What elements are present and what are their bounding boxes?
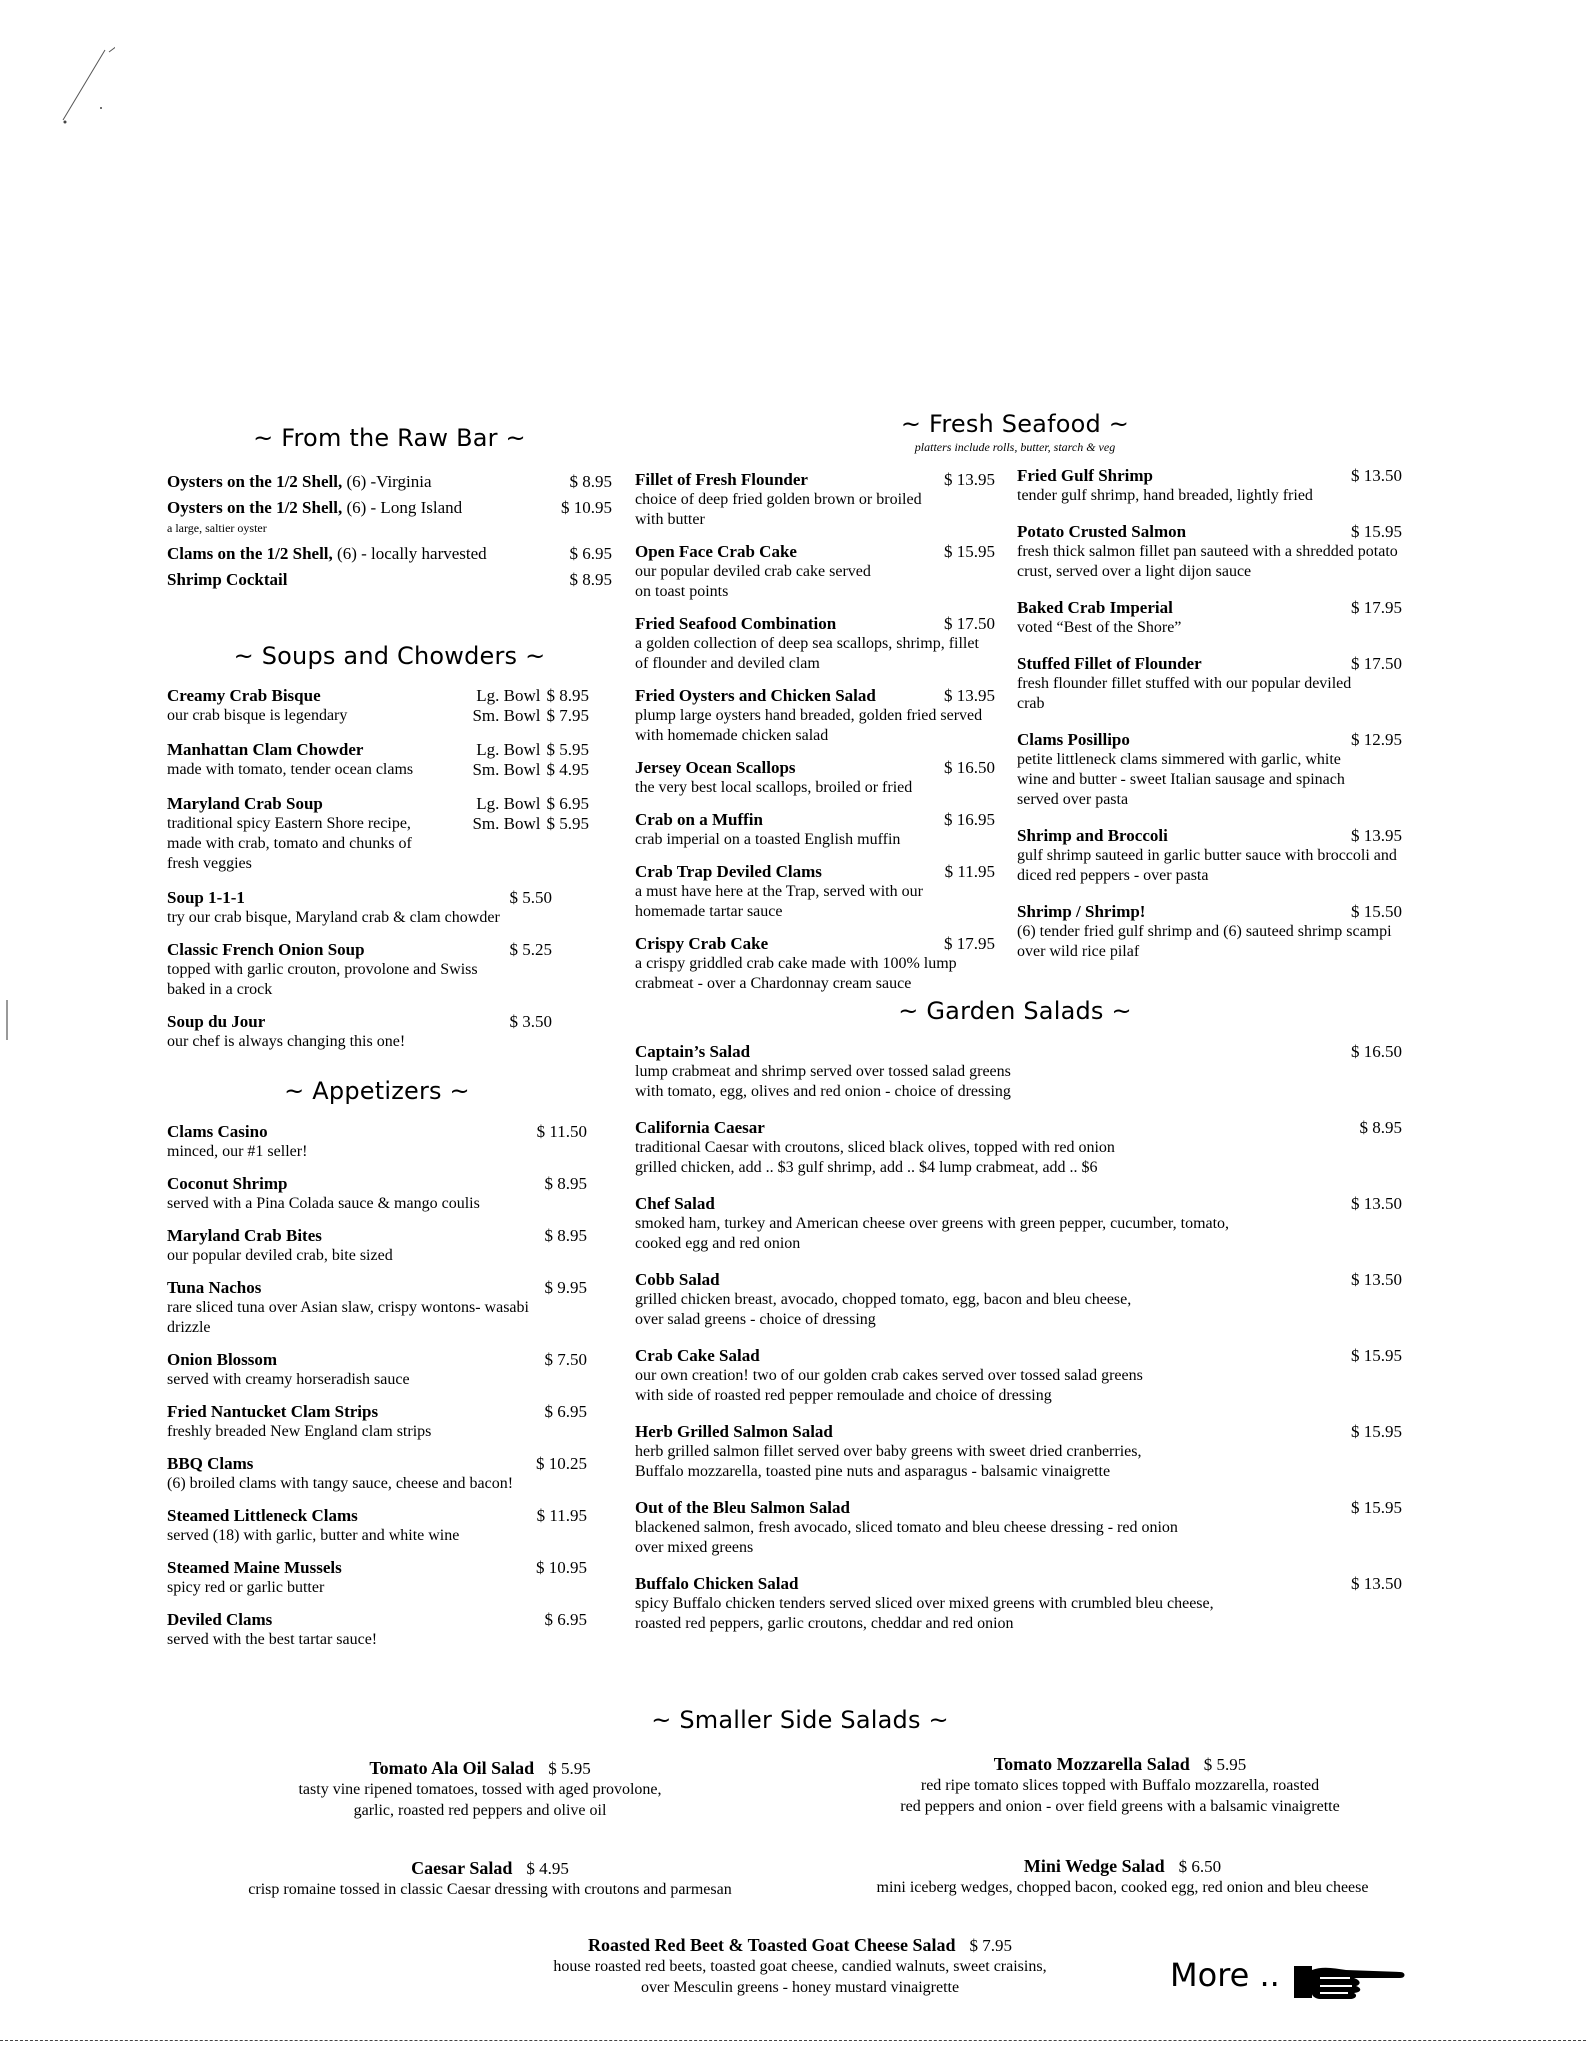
item-name: California Caesar	[635, 1118, 765, 1137]
item-name: Soup 1-1-1	[167, 888, 245, 907]
item-name: Manhattan Clam Chowder	[167, 740, 364, 759]
size-label: Lg. Bowl	[476, 686, 541, 705]
menu-item	[167, 1350, 587, 1390]
menu-item	[167, 940, 587, 1000]
item-price: $ 15.95	[1351, 1346, 1402, 1365]
item-price: $ 13.95	[1351, 826, 1402, 845]
menu-item	[635, 1498, 1402, 1558]
pen-scratch-mark	[55, 40, 115, 130]
raw-bar-section	[167, 472, 612, 602]
item-description: choice of deep fried golden brown or broiled with butter	[635, 491, 922, 528]
item-name: Buffalo Chicken Salad	[635, 1574, 799, 1593]
item-price: $ 11.50	[536, 1122, 587, 1141]
item-description: a large, saltier oyster	[167, 521, 267, 535]
menu-item	[635, 1118, 1402, 1178]
seafood-note: platters include rolls, butter, starch & veg	[914, 440, 1116, 454]
menu-item	[635, 1194, 1402, 1254]
menu-item	[1017, 826, 1402, 886]
item-price: $ 8.95	[569, 472, 612, 491]
item-name: Roasted Red Beet & Toasted Goat Cheese Salad	[588, 1935, 956, 1955]
item-description: fresh thick salmon fillet pan sauteed with a shredded potato crust, served over a light dijon sauce	[1017, 543, 1398, 580]
seafood-heading: ~ Fresh Seafood ~	[900, 410, 1130, 438]
side-salad-item	[220, 1758, 740, 1821]
menu-item	[1017, 654, 1402, 714]
item-name: Clams on the 1/2 Shell,	[167, 544, 333, 563]
item-detail: (6) -Virginia	[342, 472, 432, 491]
item-name: Clams Casino	[167, 1122, 268, 1141]
item-description: crab imperial on a toasted English muffin	[635, 831, 901, 848]
item-description: crisp romaine tossed in classic Caesar dressing with croutons and parmesan	[248, 1881, 732, 1898]
item-description: traditional Caesar with croutons, sliced black olives, topped with red onion grilled chicken, add .. $3 gulf shrimp, add .. $4 lump crabmeat, add .. $6	[635, 1139, 1115, 1176]
item-description: our own creation! two of our golden crab cakes served over tossed salad greens with side of roasted red pepper remoulade and choice of dressing	[635, 1367, 1143, 1404]
item-name: Open Face Crab Cake	[635, 542, 797, 561]
menu-item	[167, 1278, 587, 1338]
item-name: Herb Grilled Salmon Salad	[635, 1422, 833, 1441]
page-bottom-border	[0, 2040, 1586, 2041]
item-price: $ 13.50	[1351, 1574, 1402, 1593]
item-price: $ 15.95	[1351, 522, 1402, 541]
item-price: $ 17.50	[944, 614, 995, 633]
item-price: $ 13.50	[1351, 1270, 1402, 1289]
garden-salads-section	[635, 1042, 1402, 1646]
item-description: a crispy griddled crab cake made with 100% lump crabmeat - over a Chardonnay cream sauce	[635, 955, 957, 992]
item-description: served with creamy horseradish sauce	[167, 1371, 410, 1388]
item-description: blackened salmon, fresh avocado, sliced tomato and bleu cheese dressing - red onion over mixed greens	[635, 1519, 1178, 1556]
item-name: Oysters on the 1/2 Shell,	[167, 472, 343, 491]
item-description: smoked ham, turkey and American cheese over greens with green pepper, cucumber, tomato, cooked egg and red onion	[635, 1215, 1230, 1252]
side-salad-item	[490, 1935, 1110, 1998]
item-price: $ 15.95	[1351, 1422, 1402, 1441]
item-name: Maryland Crab Soup	[167, 794, 323, 813]
item-price: $ 13.95	[944, 686, 995, 705]
menu-item	[1017, 902, 1402, 962]
item-price: $ 5.25	[509, 940, 552, 959]
item-name: Potato Crusted Salmon	[1017, 522, 1187, 541]
more-link[interactable]: More ..	[1170, 1956, 1280, 1994]
menu-item	[635, 862, 995, 922]
item-name: Steamed Littleneck Clams	[167, 1506, 358, 1525]
menu-item	[635, 1574, 1402, 1634]
menu-item	[167, 1402, 587, 1442]
item-price: $ 16.95	[944, 810, 995, 829]
side-salad-item	[860, 1754, 1380, 1817]
item-price: $ 17.50	[1351, 654, 1402, 673]
item-price: $ 13.95	[944, 470, 995, 489]
item-name: Fried Gulf Shrimp	[1017, 466, 1154, 485]
item-description: house roasted red beets, toasted goat cheese, candied walnuts, sweet craisins, over Mesculin greens - honey mustard vinaigrette	[553, 1958, 1047, 1996]
item-name: Out of the Bleu Salmon Salad	[635, 1498, 850, 1517]
side-salads-heading: ~ Smaller Side Salads ~	[651, 1706, 949, 1734]
item-name: Crab Trap Deviled Clams	[635, 862, 822, 881]
item-description: (6) tender fried gulf shrimp and (6) sauteed shrimp scampi over wild rice pilaf	[1017, 923, 1392, 960]
item-price: $ 9.95	[544, 1278, 587, 1297]
item-name: Steamed Maine Mussels	[167, 1558, 342, 1577]
item-name: Deviled Clams	[167, 1610, 273, 1629]
item-name: Oysters on the 1/2 Shell,	[167, 498, 343, 517]
item-price: $ 8.95	[546, 686, 589, 705]
item-name: Creamy Crab Bisque	[167, 686, 321, 705]
seafood-left-column	[635, 470, 995, 1006]
item-price: $ 3.50	[509, 1012, 552, 1031]
item-price: $ 17.95	[1351, 598, 1402, 617]
item-price: $ 6.95	[546, 794, 589, 813]
item-name: Maryland Crab Bites	[167, 1226, 322, 1245]
menu-item	[635, 542, 995, 602]
garden-salads-heading: ~ Garden Salads ~	[898, 997, 1132, 1025]
item-description: our popular deviled crab, bite sized	[167, 1247, 393, 1264]
item-name: Fried Seafood Combination	[635, 614, 837, 633]
item-price: $ 12.95	[1351, 730, 1402, 749]
item-name: Mini Wedge Salad	[1023, 1856, 1165, 1876]
item-name: Tomato Mozzarella Salad	[993, 1754, 1190, 1774]
menu-item	[167, 1610, 587, 1650]
item-price: $ 7.95	[969, 1936, 1012, 1955]
item-price: $ 7.50	[544, 1350, 587, 1369]
item-price: $ 16.50	[1351, 1042, 1402, 1061]
item-name: Baked Crab Imperial	[1017, 598, 1173, 617]
item-price: $ 5.95	[1203, 1755, 1247, 1774]
item-price: $ 15.95	[944, 542, 995, 561]
item-price: $ 8.95	[569, 570, 612, 589]
item-price: $ 5.95	[548, 1759, 591, 1778]
menu-item	[635, 810, 995, 850]
item-price: $ 5.95	[546, 740, 589, 759]
item-name: Crab on a Muffin	[635, 810, 763, 829]
item-description: our popular deviled crab cake served on toast points	[635, 563, 871, 600]
item-name: Clams Posillipo	[1017, 730, 1130, 749]
item-description: herb grilled salmon fillet served over baby greens with sweet dried cranberries, Buffalo mozzarella, toasted pine nuts and asparagus - balsamic vinaigrette	[635, 1443, 1142, 1480]
menu-item	[167, 740, 589, 780]
appetizers-section	[167, 1122, 587, 1662]
item-name: Fillet of Fresh Flounder	[635, 470, 808, 489]
item-name: Caesar Salad	[411, 1858, 513, 1878]
item-price: $ 10.95	[561, 498, 612, 517]
soups-section	[167, 686, 589, 1064]
menu-item	[167, 888, 587, 928]
item-name: Tuna Nachos	[167, 1278, 262, 1297]
item-detail: (6) - Long Island	[342, 498, 463, 517]
menu-item	[1017, 522, 1402, 582]
menu-item	[167, 570, 612, 590]
menu-item	[635, 758, 995, 798]
raw-bar-heading: ~ From the Raw Bar ~	[253, 424, 526, 452]
item-description: topped with garlic crouton, provolone and Swiss baked in a crock	[167, 961, 478, 998]
item-description: our chef is always changing this one!	[167, 1033, 406, 1050]
item-price: $ 15.95	[1351, 1498, 1402, 1517]
item-description: spicy red or garlic butter	[167, 1579, 325, 1596]
item-name: Coconut Shrimp	[167, 1174, 288, 1193]
item-name: Onion Blossom	[167, 1350, 278, 1369]
item-description: tasty vine ripened tomatoes, tossed with aged provolone, garlic, roasted red peppers and olive oil	[298, 1781, 662, 1819]
item-description: rare sliced tuna over Asian slaw, crispy wontons- wasabi drizzle	[167, 1299, 529, 1336]
item-price: $ 6.50	[1178, 1857, 1222, 1876]
side-salad-item	[835, 1856, 1410, 1898]
item-price: $ 16.50	[944, 758, 995, 777]
size-label: Lg. Bowl	[476, 740, 541, 759]
menu-item	[167, 1122, 587, 1162]
menu-item	[635, 1422, 1402, 1482]
menu-item	[167, 472, 612, 492]
menu-item	[167, 1174, 587, 1214]
item-price: $ 5.95	[546, 814, 589, 833]
pointing-hand-icon[interactable]	[1290, 1958, 1410, 2004]
item-description: the very best local scallops, broiled or fried	[635, 779, 913, 796]
item-name: Shrimp and Broccoli	[1017, 826, 1168, 845]
scan-edge-mark	[6, 1000, 8, 1040]
item-description: lump crabmeat and shrimp served over tossed salad greens with tomato, egg, olives and red onion - choice of dressing	[635, 1063, 1011, 1100]
item-price: $ 10.25	[536, 1454, 587, 1473]
item-name: Cobb Salad	[635, 1270, 720, 1289]
menu-item	[167, 794, 589, 874]
item-name: Fried Oysters and Chicken Salad	[635, 686, 876, 705]
menu-item	[167, 1012, 587, 1052]
item-price: $ 8.95	[544, 1174, 587, 1193]
item-price: $ 17.95	[944, 934, 995, 953]
menu-item	[167, 544, 612, 564]
menu-item	[167, 1506, 587, 1546]
item-description: made with tomato, tender ocean clams	[167, 761, 414, 778]
item-description: a golden collection of deep sea scallops, shrimp, fillet of flounder and deviled clam	[635, 635, 979, 672]
item-description: our crab bisque is legendary	[167, 707, 348, 724]
item-price: $ 5.50	[509, 888, 552, 907]
item-name: Crab Cake Salad	[635, 1346, 760, 1365]
item-name: Soup du Jour	[167, 1012, 266, 1031]
item-description: voted “Best of the Shore”	[1017, 619, 1182, 636]
item-description: red ripe tomato slices topped with Buffalo mozzarella, roasted red peppers and onion - over field greens with a balsamic vinaigrette	[900, 1777, 1340, 1815]
menu-item	[167, 498, 612, 538]
item-price: $ 15.50	[1351, 902, 1402, 921]
item-description: served with the best tartar sauce!	[167, 1631, 378, 1648]
item-description: minced, our #1 seller!	[167, 1143, 308, 1160]
item-price: $ 6.95	[544, 1402, 587, 1421]
seafood-right-column	[1017, 466, 1402, 974]
menu-item	[635, 470, 995, 530]
item-description: petite littleneck clams simmered with garlic, white wine and butter - sweet Italian sausage and spinach served over pasta	[1017, 751, 1345, 808]
size-label: Lg. Bowl	[476, 794, 541, 813]
menu-item	[1017, 598, 1402, 638]
item-name: Stuffed Fillet of Flounder	[1017, 654, 1202, 673]
item-description: mini iceberg wedges, chopped bacon, cooked egg, red onion and bleu cheese	[876, 1879, 1369, 1896]
item-description: fresh flounder fillet stuffed with our popular deviled crab	[1017, 675, 1352, 712]
size-label: Sm. Bowl	[472, 706, 541, 725]
item-detail: (6) - locally harvested	[332, 544, 487, 563]
item-price: $ 10.95	[536, 1558, 587, 1577]
item-description: try our crab bisque, Maryland crab & clam chowder	[167, 909, 500, 926]
item-description: served (18) with garlic, butter and white wine	[167, 1527, 460, 1544]
item-name: Crispy Crab Cake	[635, 934, 769, 953]
item-price: $ 6.95	[544, 1610, 587, 1629]
item-price: $ 11.95	[944, 862, 995, 881]
item-name: Shrimp / Shrimp!	[1017, 902, 1146, 921]
item-name: Tomato Ala Oil Salad	[369, 1758, 535, 1778]
menu-item	[167, 1454, 587, 1494]
menu-item	[635, 1270, 1402, 1330]
item-name: BBQ Clams	[167, 1454, 254, 1473]
soups-heading: ~ Soups and Chowders ~	[233, 642, 546, 670]
item-price: $ 8.95	[1359, 1118, 1402, 1137]
item-name: Jersey Ocean Scallops	[635, 758, 796, 777]
item-description: tender gulf shrimp, hand breaded, lightly fried	[1017, 487, 1313, 504]
side-salad-item	[200, 1858, 780, 1900]
item-name: Fried Nantucket Clam Strips	[167, 1402, 379, 1421]
size-label: Sm. Bowl	[472, 760, 541, 779]
item-price: $ 4.95	[546, 760, 589, 779]
size-label: Sm. Bowl	[472, 814, 541, 833]
menu-item	[635, 1042, 1402, 1102]
item-description: gulf shrimp sauteed in garlic butter sauce with broccoli and diced red peppers - over pasta	[1017, 847, 1397, 884]
item-name: Captain’s Salad	[635, 1042, 751, 1061]
item-description: plump large oysters hand breaded, golden fried served with homemade chicken salad	[635, 707, 983, 744]
item-name: Shrimp Cocktail	[167, 570, 288, 589]
item-description: freshly breaded New England clam strips	[167, 1423, 432, 1440]
menu-item	[635, 1346, 1402, 1406]
item-price: $ 4.95	[526, 1859, 569, 1878]
item-description: grilled chicken breast, avocado, chopped tomato, egg, bacon and bleu cheese, over salad greens - choice of dressing	[635, 1291, 1132, 1328]
menu-item	[635, 934, 995, 994]
menu-item	[635, 614, 995, 674]
item-price: $ 11.95	[536, 1506, 587, 1525]
item-price: $ 13.50	[1351, 1194, 1402, 1213]
item-price: $ 6.95	[569, 544, 612, 563]
menu-item	[635, 686, 995, 746]
item-price: $ 7.95	[546, 706, 589, 725]
item-name: Classic French Onion Soup	[167, 940, 365, 959]
item-name: Chef Salad	[635, 1194, 715, 1213]
item-price: $ 8.95	[544, 1226, 587, 1245]
item-description: a must have here at the Trap, served with our homemade tartar sauce	[635, 883, 923, 920]
menu-item	[1017, 466, 1402, 506]
appetizers-heading: ~ Appetizers ~	[284, 1077, 470, 1105]
item-description: (6) broiled clams with tangy sauce, cheese and bacon!	[167, 1475, 514, 1492]
item-description: traditional spicy Eastern Shore recipe, made with crab, tomato and chunks of fresh veggies	[167, 815, 412, 872]
menu-item	[167, 686, 589, 726]
menu-item	[167, 1226, 587, 1266]
menu-item	[167, 1558, 587, 1598]
item-price: $ 13.50	[1351, 466, 1402, 485]
item-description: served with a Pina Colada sauce & mango coulis	[167, 1195, 480, 1212]
menu-item	[1017, 730, 1402, 810]
item-description: spicy Buffalo chicken tenders served sliced over mixed greens with crumbled bleu cheese, roasted red peppers, garlic croutons, cheddar and red onion	[635, 1595, 1214, 1632]
